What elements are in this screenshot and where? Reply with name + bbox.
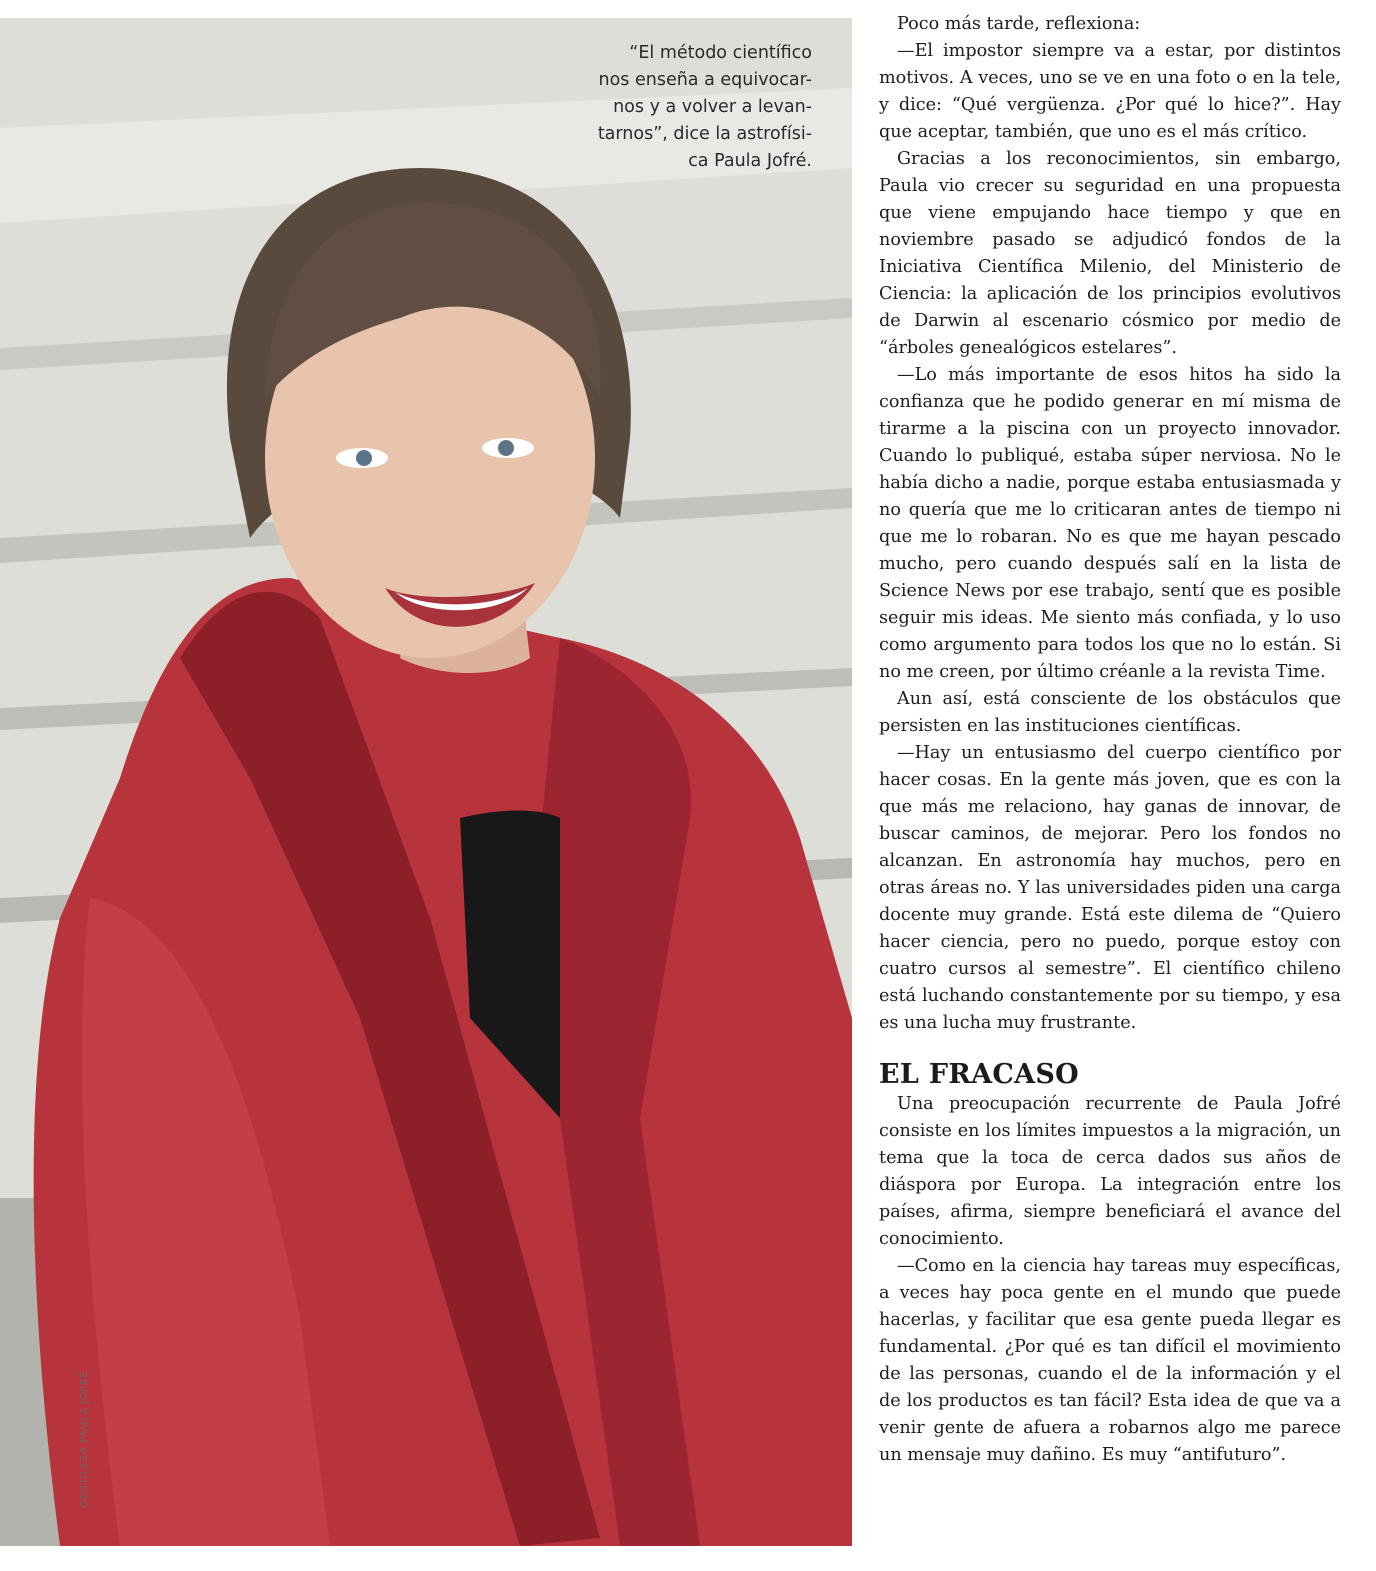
paragraph: Poco más tarde, reflexiona: xyxy=(897,14,1141,34)
portrait-illustration xyxy=(0,18,852,1546)
photo-caption: “El método científico nos enseña a equivocar- nos y a volver a levan- tarnos”, dice la astrofísi- ca Paula Jofré. xyxy=(597,43,812,171)
paragraph: Gracias a los reconocimientos, sin embargo, Paula vio crecer su seguridad en una propuesta que viene empujando hace tiempo y que en noviembre pasado se adjudicó fondos de la Iniciativa Científica Milenio, del Ministerio de Ciencia: la aplicación de los principios evolutivos de Darwin al escenario cósmico por medio de “árboles genealógicos estelares”. xyxy=(879,149,1341,358)
paragraph: Una preocupación recurrente de Paula Jofré consiste en los límites impuestos a la migración, un tema que la toca de cerca dados sus años de diáspora por Europa. La integración entre los países, afirma, siempre beneficiará el avance del conocimiento. xyxy=(879,1094,1341,1249)
paragraph: —Lo más importante de esos hitos ha sido la confianza que he podido generar en mí misma de tirarme a la piscina con un proyecto innovador. Cuando lo publiqué, estaba súper nerviosa. No le había dicho a nadie, porque estaba entusiasmada y no quería que me lo criticaran antes de tiempo ni que me lo robaran. No es que me hayan pescado mucho, pero cuando después salí en la lista de Science News por ese trabajo, sentí que es posible seguir mis ideas. Me siento más confiada, y lo uso como argumento para todos los que no lo están. Si no me creen, por último créanle a la revista Time. xyxy=(879,365,1341,682)
section-heading: EL FRACASO xyxy=(879,1059,1079,1090)
photo-credit: GENTILEZA PAULA JOFRÉ xyxy=(79,1370,90,1508)
article-column xyxy=(879,11,1341,1469)
portrait-photo xyxy=(0,18,852,1546)
paragraph: Aun así, está consciente de los obstáculos que persisten en las instituciones científicas. xyxy=(879,689,1341,736)
paragraph: —El impostor siempre va a estar, por distintos motivos. A veces, uno se ve en una foto o en la tele, y dice: “Qué vergüenza. ¿Por qué lo hice?”. Hay que aceptar, también, que uno es el más crítico. xyxy=(879,41,1341,142)
paragraph: —Como en la ciencia hay tareas muy específicas, a veces hay poca gente en el mundo que puede hacerlas, y facilitar que esa gente pueda llegar es fundamental. ¿Por qué es tan difícil el movimiento de las personas, cuando el de la información y el de los productos es tan fácil? Esta idea de que va a venir gente de afuera a robarnos algo me parece un mensaje muy dañino. Es muy “antifuturo”. xyxy=(879,1256,1341,1465)
paragraph: —Hay un entusiasmo del cuerpo científico por hacer cosas. En la gente más joven, que es con la que más me relaciono, hay ganas de innovar, de buscar caminos, de mejorar. Pero los fondos no alcanzan. En astronomía hay muchos, pero en otras áreas no. Y las universidades piden una carga docente muy grande. Está este dilema de “Quiero hacer ciencia, pero no puedo, porque estoy con cuatro cursos al semestre”. El científico chileno está luchando constantemente por su tiempo, y esa es una lucha muy frustrante. xyxy=(879,743,1341,1033)
